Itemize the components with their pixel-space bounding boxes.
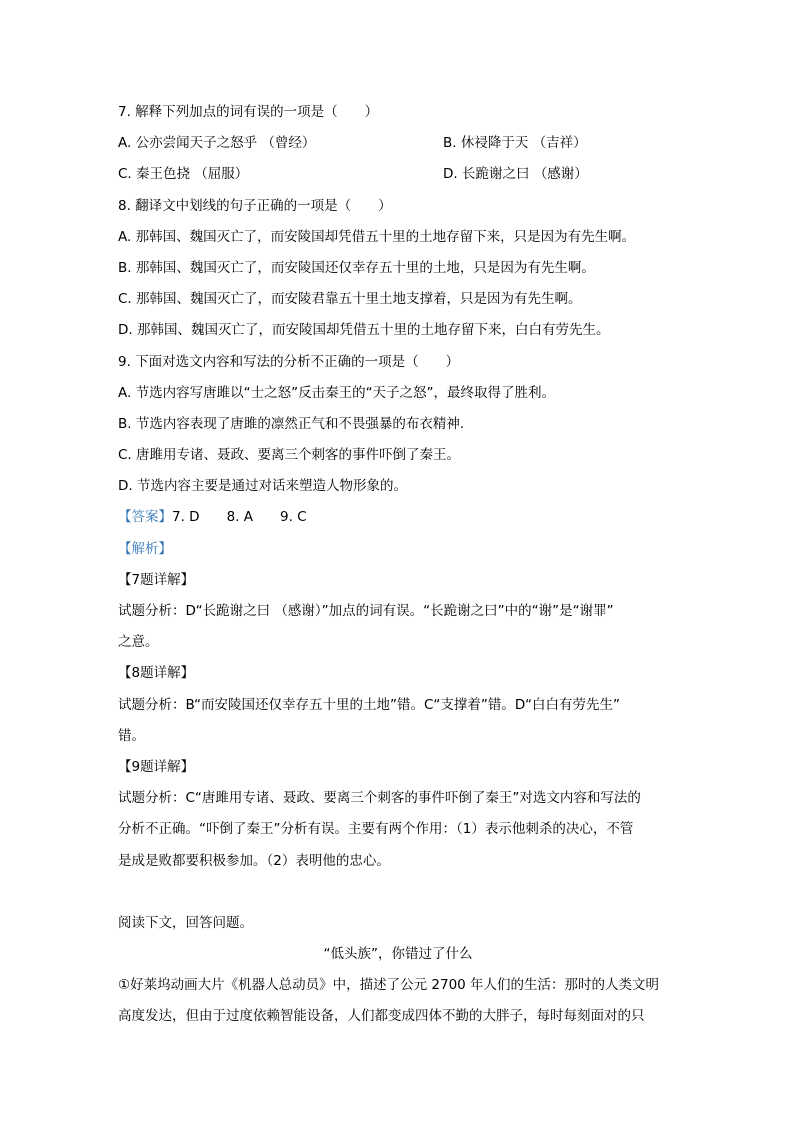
reading-instruction: 阅读下文，回答问题。 xyxy=(118,914,253,931)
option-a: A. 公亦尝闻天子之怒乎 （曾经） xyxy=(118,135,316,152)
blank-line xyxy=(118,877,678,908)
detail-text: 试题分析：B“而安陵国还仅幸存五十里的土地”错。C“支撑着”错。D“白白有劳先生” xyxy=(118,696,621,713)
option-b: B. 休祲降于天 （吉祥） xyxy=(443,135,587,152)
detail-text: 试题分析：D“长跪谢之曰 （感谢）”加点的词有误。“长跪谢之曰”中的“谢”是“谢罪” xyxy=(118,603,614,619)
option-c: C. 那韩国、魏国灭亡了，而安陵君靠五十里土地支撑着，只是因为有先生啊。 xyxy=(118,291,582,308)
answer-label: 【答案】 xyxy=(118,509,172,526)
question-7-stem: 7. 解释下列加点的词有误的一项是（ ） xyxy=(118,104,379,120)
question-8-stem: 8. 翻译文中划线的句子正确的一项是（ ） xyxy=(118,197,392,214)
detail-text: 分析不正确。“吓倒了秦王”分析有误。主要有两个作用：（1）表示他刺杀的决心，不管 xyxy=(118,821,634,838)
option-b: B. 那韩国、魏国灭亡了，而安陵国还仅幸存五十里的土地，只是因为有先生啊。 xyxy=(118,259,595,276)
option-d: D. 长跪谢之曰 （感谢） xyxy=(443,166,588,183)
detail-text: 错。 xyxy=(118,727,145,744)
document-page xyxy=(118,97,678,1033)
detail-heading: 【7题详解】 xyxy=(118,571,195,588)
question-7-options-row-1 xyxy=(118,128,678,159)
option-b: B. 节选内容表现了唐雎的凛然正气和不畏强暴的布衣精神. xyxy=(118,415,465,432)
option-d: D. 节选内容主要是通过对话来塑造人物形象的。 xyxy=(118,478,407,495)
detail-text: 试题分析：C“唐雎用专诸、聂政、要离三个刺客的事件吓倒了秦王”对选文内容和写法的 xyxy=(118,790,641,807)
question-7-options-row-2 xyxy=(118,159,678,190)
option-a: A. 那韩国、魏国灭亡了，而安陵国却凭借五十里的土地存留下来，只是因为有先生啊。 xyxy=(118,228,636,245)
option-c: C. 唐雎用专诸、聂政、要离三个刺客的事件吓倒了秦王。 xyxy=(118,447,461,464)
reading-paragraph-line: 高度发达，但由于过度依赖智能设备，人们都变成四体不勤的大胖子，每时每刻面对的只 xyxy=(118,1008,645,1025)
answer-text: 7. D 8. A 9. C xyxy=(172,509,307,526)
reading-title: “低头族”，你错过了什么 xyxy=(323,946,473,963)
analysis-label: 【解析】 xyxy=(118,540,172,557)
reading-paragraph-line: ①好莱坞动画大片《机器人总动员》中，描述了公元 2700 年人们的生活：那时的人类文明 xyxy=(118,977,660,994)
option-d: D. 那韩国、魏国灭亡了，而安陵国却凭借五十里的土地存留下来，白白有劳先生。 xyxy=(118,322,610,339)
option-c: C. 秦王色挠 （屈服） xyxy=(118,166,249,183)
detail-heading: 【8题详解】 xyxy=(118,665,195,682)
detail-heading: 【9题详解】 xyxy=(118,758,195,775)
question-9-stem: 9. 下面对选文内容和写法的分析不正确的一项是（ ） xyxy=(118,353,460,370)
answer-line xyxy=(118,502,678,533)
detail-text: 之意。 xyxy=(118,634,159,651)
option-a: A. 节选内容写唐雎以“士之怒”反击秦王的“天子之怒”，最终取得了胜利。 xyxy=(118,384,556,401)
detail-text: 是成是败都要积极参加。（2）表明他的忠心。 xyxy=(118,852,390,869)
